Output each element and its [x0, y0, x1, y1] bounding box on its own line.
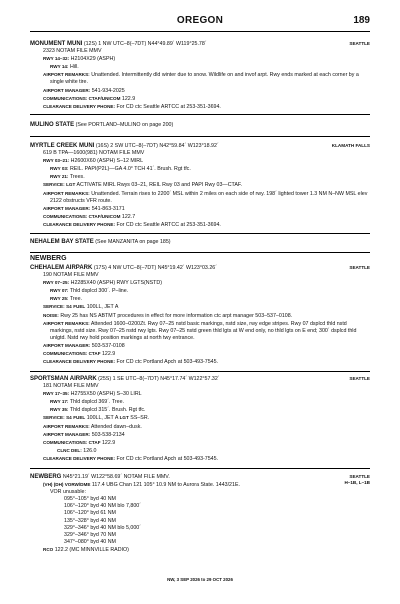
- divider: [30, 114, 370, 115]
- navaid-location: N45°21.19´ W122°58.69´ NOTAM FILE MMV.: [62, 474, 170, 480]
- region-label: [344, 474, 370, 486]
- airport-elevation: 2323 NOTAM FILE MMV: [43, 48, 102, 55]
- airport-name: CHEHALEM AIRPARK: [30, 265, 93, 271]
- noise-label: NOISE:: [43, 312, 59, 318]
- page-footer: NW, 3 SEP 2026 to 29 OCT 2026: [167, 577, 233, 582]
- runway-end-info: Hill.: [69, 64, 79, 71]
- page-number: 189: [353, 15, 370, 26]
- runway-end-label: RWY 14:: [50, 64, 69, 70]
- clearance-label: CLEARANCE DELIVERY PHONE:: [43, 221, 115, 227]
- manager-label: AIRPORT MANAGER:: [43, 342, 91, 348]
- airport-name: MONUMENT MUNI: [30, 41, 83, 47]
- runway-end-info: Thld dsplcd 300´. P–line.: [69, 288, 129, 295]
- divider: [30, 233, 370, 234]
- runway-label: RWY 03–21:: [43, 158, 70, 164]
- vor-unusable-item: 347°–080° byd 40 NM: [64, 538, 116, 545]
- rco-info: 122.2 (MC MINNVILLE RADIO): [54, 546, 129, 553]
- region-name: SEATTLE: [349, 474, 370, 479]
- vor-unusable-item: 106°–120° byd 40 NM blo 7,800´: [64, 503, 141, 510]
- clearance-label: CLEARANCE DELIVERY PHONE:: [43, 103, 115, 109]
- airport-ident-line: (12S) 1 NW UTC–8(–7DT) N44°49.89´ W119°25.78´: [83, 41, 207, 47]
- comm-freq: 122.9: [101, 351, 116, 358]
- comm-freq: 122.9: [101, 439, 116, 446]
- runway-info: H2285X40 (ASPH) RWY LGTS(NSTD): [70, 280, 162, 287]
- remarks-label: AIRPORT REMARKS:: [43, 72, 90, 78]
- airport-name: MYRTLE CREEK MUNI: [30, 143, 95, 149]
- navaid-name: NEWBERG: [30, 474, 62, 480]
- fuel-types: 100LL, JET A: [86, 304, 119, 311]
- vor-unusable-item: 106°–120° byd 61 NM: [64, 510, 116, 517]
- noise-info: Rwy 25 has NS ABTMT procedures in effect for more information ctc arpt manager 503–537–0108.: [60, 312, 293, 319]
- lighting-label: LGT: [119, 415, 129, 421]
- service-s-label: S4: [66, 304, 72, 310]
- lighting-label: LGT: [66, 182, 76, 188]
- clearance-phone: For CD ctc Seattle ARTCC at 253-351-3694.: [116, 103, 221, 110]
- runway-end-info: Thld dsplcd 315´. Brush. Rgt tfc.: [69, 407, 146, 414]
- comm-freq: 122.7: [121, 213, 136, 220]
- entry-mulino-state: [30, 122, 370, 129]
- runway-label: RWY 07–25:: [43, 280, 70, 286]
- lighting-info: SS–SR.: [130, 415, 150, 422]
- cross-reference: (See MANZANITA on page 185): [95, 239, 171, 245]
- vor-label: (VH) (DH) VORW/DME: [43, 482, 91, 488]
- rco-label: RCO: [43, 546, 54, 552]
- runway-end-label: RWY 25:: [50, 296, 69, 302]
- vor-info: 117.4 UBG Chan 121 105° 10.9 NM to Aurora State. 1443/21E.: [91, 482, 240, 489]
- airport-ident-line: (17S) 4 NW UTC–8(–7DT) N45°19.42´ W123°03.26´: [93, 265, 217, 271]
- runway-label: RWY 14–32:: [43, 56, 70, 62]
- remarks-label: AIRPORT REMARKS:: [43, 423, 90, 429]
- service-label: SERVICE:: [43, 304, 65, 310]
- airport-remarks: Attended dawn–dusk.: [90, 423, 142, 430]
- region-label: SEATTLE: [349, 41, 370, 46]
- clearance-label: CLEARANCE DELIVERY PHONE:: [43, 455, 115, 461]
- entry-nehalem-bay-state: [30, 239, 370, 246]
- cross-reference: (See PORTLAND–MULINO on page 200): [75, 122, 174, 128]
- airport-name: SPORTSMAN AIRPARK: [30, 376, 97, 382]
- page-state-title: OREGON: [176, 15, 224, 26]
- clearance-phone: For CD ctc Portland Apch at 503-493-7545.: [116, 455, 219, 462]
- clearance-phone: For CD ctc Seattle ARTCC at 253-351-3694.: [116, 221, 221, 228]
- runway-info: H2755X50 (ASPH) S–30 LIRL: [70, 391, 142, 398]
- divider: [30, 468, 370, 469]
- fuel-label: FUEL: [73, 304, 86, 310]
- service-s-label: S4: [66, 415, 72, 421]
- chart-references: H–1B, L–1B: [344, 480, 370, 485]
- airport-ident-line: (16S) 2 SW UTC–8(–7DT) N42°59.84´ W123°18.92´: [95, 143, 219, 149]
- comm-freq: 122.9: [121, 95, 136, 102]
- manager-label: AIRPORT MANAGER:: [43, 205, 91, 211]
- runway-end-label: RWY 35:: [50, 407, 69, 413]
- manager-phone: 541-863-3171: [91, 205, 125, 212]
- clearance-phone: For CD ctc Portland Apch at 503-493-7545.: [116, 359, 219, 366]
- fuel-label: FUEL: [73, 415, 86, 421]
- runway-info: H2600X60 (ASPH) S–12 MIRL: [70, 158, 144, 165]
- runway-end-label: RWY 21:: [50, 174, 69, 180]
- city-heading: NEWBERG: [30, 255, 67, 262]
- divider: [30, 136, 370, 137]
- manager-phone: 541-934-2025: [91, 87, 125, 94]
- airport-remarks: Unattended. Terrain rises to 2200´ MSL within 2 miles on each side of rwy. 198´ lighted tower 1.3 NM N–NW MSL elev 2122 obstructs VFR route.: [50, 190, 368, 204]
- comm-label: COMMUNICATIONS: CTAF/UNICOM: [43, 213, 121, 219]
- clnc-del-label: CLNC DEL:: [57, 447, 82, 453]
- service-info: ACTIVATE MIRL Rwys 03–21, REIL Rwy 03 and PAPI Rwy 03—CTAF.: [76, 182, 243, 189]
- comm-label: COMMUNICATIONS: CTAF: [43, 439, 101, 445]
- region-label: SEATTLE: [349, 265, 370, 270]
- vor-unusable-item: 135°–328° byd 40 NM: [64, 517, 116, 524]
- entry-sportsman-airpark: [30, 376, 370, 463]
- manager-phone: 503-537-0108: [91, 342, 125, 349]
- comm-label: COMMUNICATIONS: CTAF/UNICOM: [43, 95, 121, 101]
- manager-label: AIRPORT MANAGER:: [43, 431, 91, 437]
- fuel-types: 100LL, JET A: [86, 415, 119, 422]
- clearance-label: CLEARANCE DELIVERY PHONE:: [43, 359, 115, 365]
- remarks-label: AIRPORT REMARKS:: [43, 190, 90, 196]
- airport-name: MULINO STATE: [30, 122, 75, 128]
- runway-label: RWY 17–35:: [43, 391, 70, 397]
- airport-elevation: 619 B TPA—1600(981) NOTAM FILE MMV: [43, 150, 145, 157]
- runway-end-label: RWY 17:: [50, 399, 69, 405]
- vor-unusable-item: 329°–346° byd 70 NM: [64, 531, 116, 538]
- airport-elevation: 181 NOTAM FILE MMV: [43, 383, 99, 390]
- clnc-del-freq: 126.0: [83, 447, 97, 454]
- entry-monument-muni: [30, 41, 370, 111]
- airport-elevation: 190 NOTAM FILE MMV: [43, 272, 99, 279]
- divider: [30, 371, 370, 372]
- header-rule: [30, 31, 370, 32]
- manager-phone: 503-538-2134: [91, 431, 125, 438]
- airport-ident-line: (25S) 1 SE UTC–8(–7DT) N45°17.74´ W122°57.32´: [98, 376, 220, 382]
- runway-end-info: Trees.: [69, 174, 85, 181]
- divider: [30, 252, 370, 253]
- runway-end-info: Thld dsplcd 369´. Tree.: [69, 399, 125, 406]
- region-label: SEATTLE: [349, 376, 370, 381]
- runway-end-label: RWY 03:: [50, 166, 69, 172]
- vor-unusable-item: 329°–346° byd 40 NM blo 5,000´: [64, 524, 141, 531]
- vor-unusable-label: VOR unusable:: [50, 489, 86, 496]
- airport-remarks: Attended 1600–0200Zt. Rwy 07–25 nstd basic markings, nstd size, rwy edge stripes. Rwy 07 dsplcd thld nstd markings, nstd size. Rwy 07–25 nstd rwy lgts. Rwy 07–25 nstd green thld lgts at W end only, no thld lgts on E end; 300´ dsplcd thld unlgtd. Nstd rwy hold position markings at north twy entrance.: [50, 320, 357, 341]
- runway-info: H2104X29 (ASPH): [70, 56, 116, 63]
- region-label: KLAMATH FALLS: [331, 143, 370, 148]
- entry-newberg-navaid: [30, 474, 370, 554]
- entry-chehalem-airpark: [30, 265, 370, 366]
- service-label: SERVICE:: [43, 415, 65, 421]
- runway-end-info: REIL. PAPI(P2L)—GA 4.0° TCH 41´. Brush. Rgt tfc.: [69, 166, 191, 173]
- comm-label: COMMUNICATIONS: CTAF: [43, 351, 101, 357]
- remarks-label: AIRPORT REMARKS:: [43, 320, 90, 326]
- vor-unusable-item: 095°–105° byd 40 NM: [64, 496, 116, 503]
- runway-end-label: RWY 07:: [50, 288, 69, 294]
- service-label: SERVICE:: [43, 182, 65, 188]
- airport-name: NEHALEM BAY STATE: [30, 239, 94, 245]
- manager-label: AIRPORT MANAGER:: [43, 87, 91, 93]
- airport-remarks: Unattended. Intermittently dld winter due to snow. Wildlife on and invof arpt. Rwy ends marked at each corner by a single white tire.: [50, 72, 359, 86]
- runway-end-info: Tree.: [69, 296, 83, 303]
- entry-myrtle-creek-muni: [30, 143, 370, 229]
